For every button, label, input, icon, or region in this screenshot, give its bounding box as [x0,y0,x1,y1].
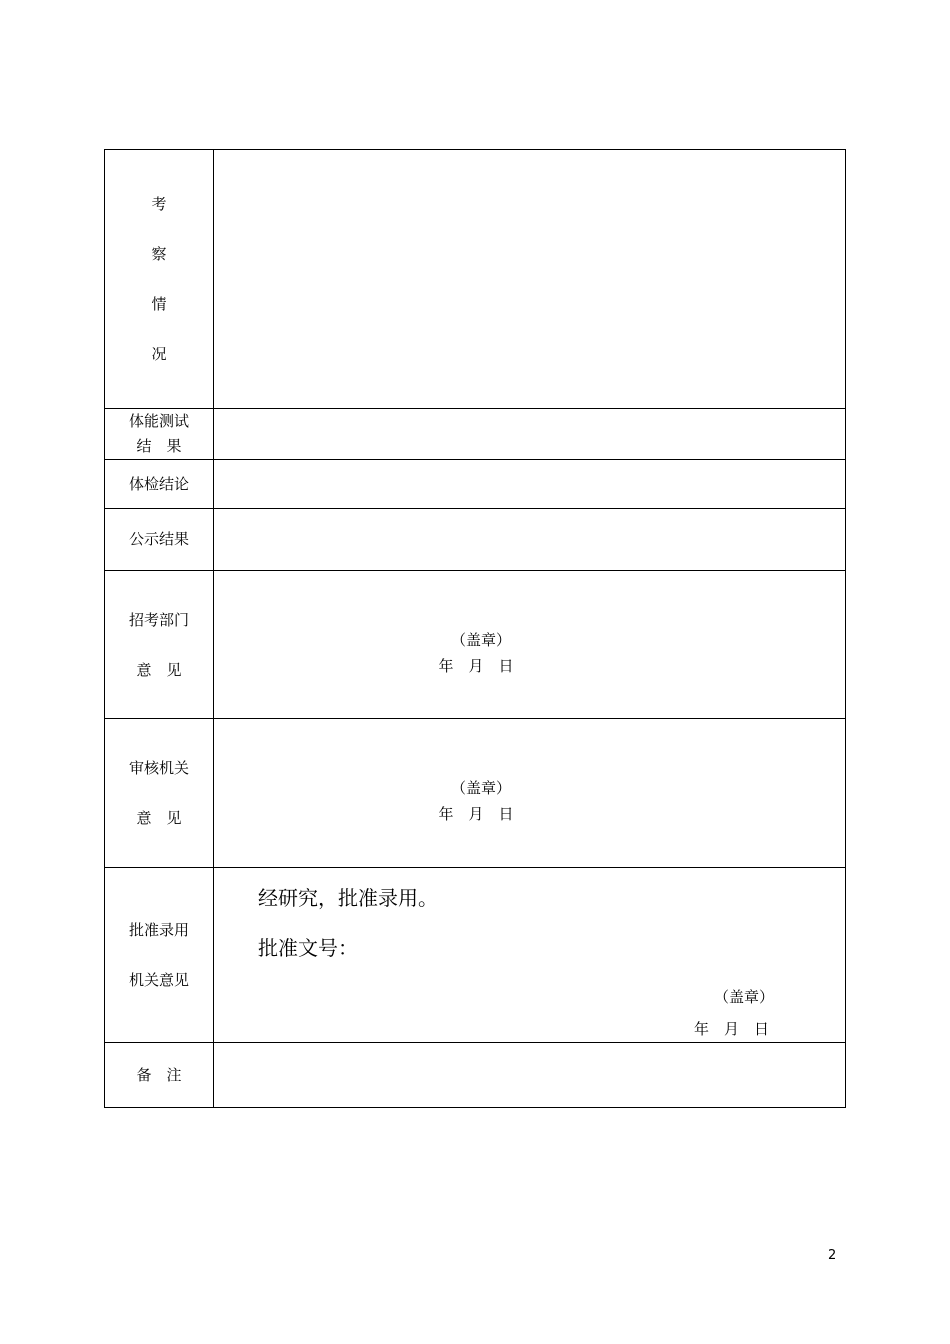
row-review-org [105,719,846,868]
review-org-label [105,719,214,868]
recruit-dept-label [105,571,214,719]
fitness-label-line2: 结 果 [136,437,182,455]
medical-label: 体检结论 [105,460,214,509]
row-remarks [105,1043,846,1108]
inspection-label-char: 情 [151,295,167,313]
date-text: 年 月 日 [438,657,514,675]
fitness-label-line1: 体能测试 [128,412,189,430]
approval-statement: 经研究，批准录用。 [258,886,438,910]
remarks-field[interactable] [214,1043,846,1108]
row-approval [105,868,846,1043]
remarks-label: 备 注 [105,1043,214,1108]
inspection-label-char: 察 [151,245,167,263]
row-recruit-dept [105,571,846,719]
row-medical [105,460,846,509]
row-inspection [105,150,846,409]
row-fitness [105,409,846,460]
row-publicity [105,509,846,571]
approval-label-line2: 机关意见 [128,971,189,989]
fitness-field[interactable] [214,409,846,460]
recruit-dept-label-line1: 招考部门 [128,610,189,629]
recruit-dept-seal-block [214,627,738,679]
medical-field[interactable] [214,460,846,509]
approval-label [105,868,214,1043]
review-org-field[interactable] [214,719,846,868]
review-org-seal-block [214,775,738,827]
date-text: 年 月 日 [694,1020,770,1038]
publicity-label: 公示结果 [105,509,214,571]
inspection-field[interactable] [214,150,846,409]
approval-field[interactable] [214,868,846,1043]
approval-doc-number: 批准文号： [258,936,358,960]
review-org-label-line1: 审核机关 [128,759,189,777]
inspection-label [105,150,214,409]
recruit-dept-label-line2: 意 见 [136,660,182,679]
page-number: 2 [828,1248,837,1263]
date-text: 年 月 日 [438,805,514,823]
seal-text: （盖章） [450,779,511,797]
recruitment-form-table [104,149,846,1108]
seal-text: （盖章） [450,631,511,649]
inspection-label-char: 况 [151,345,167,363]
publicity-field[interactable] [214,509,846,571]
recruit-dept-field[interactable] [214,571,846,719]
approval-label-line1: 批准录用 [128,921,189,939]
fitness-label [105,409,214,460]
inspection-label-char: 考 [151,195,167,213]
seal-text: （盖章） [714,988,775,1006]
review-org-label-line2: 意 见 [136,809,182,827]
